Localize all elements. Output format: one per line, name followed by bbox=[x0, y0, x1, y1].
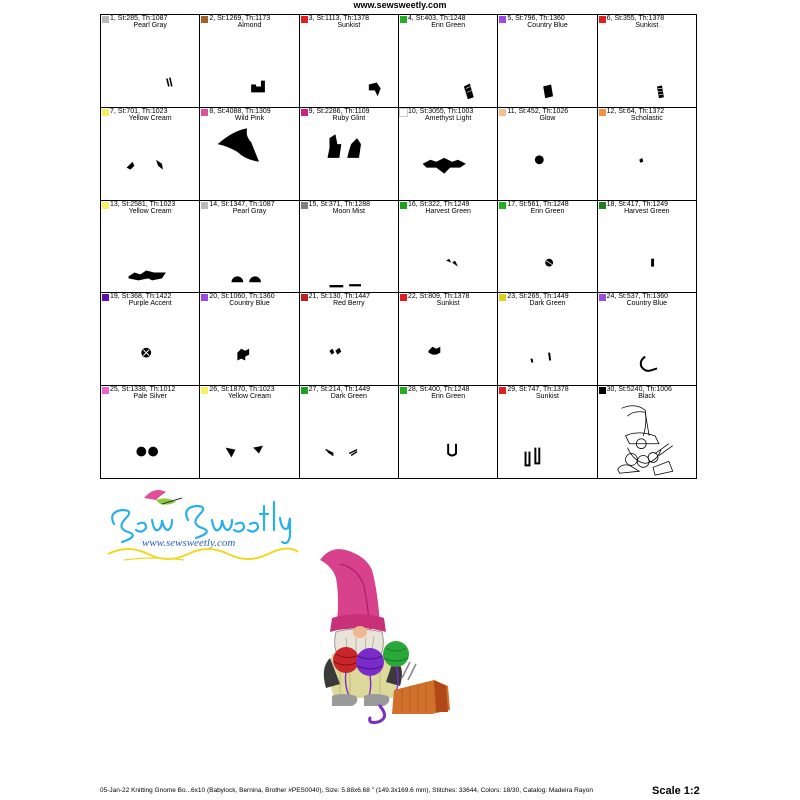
stitch-info: 14, St:1347, Th:1087 bbox=[209, 200, 275, 208]
color-cell bbox=[399, 15, 498, 108]
color-cell bbox=[498, 201, 597, 294]
color-cell bbox=[498, 108, 597, 201]
color-cell bbox=[200, 293, 299, 386]
stitch-shape bbox=[101, 386, 199, 478]
thread-name: Erin Green bbox=[431, 22, 466, 29]
stitch-info: 17, St:561, Th:1248 bbox=[507, 200, 569, 208]
thread-name: Dark Green bbox=[529, 300, 566, 308]
color-cell bbox=[399, 108, 498, 201]
thread-name: Scholastic bbox=[630, 114, 663, 122]
thread-name: Sunkist bbox=[635, 22, 659, 29]
color-cell bbox=[101, 386, 200, 479]
stitch-shape bbox=[399, 108, 497, 200]
stitch-shape bbox=[598, 293, 696, 385]
thread-name: Yellow Cream bbox=[128, 207, 172, 215]
thread-name: Pale Silver bbox=[133, 393, 167, 401]
thread-name: Amethyst Light bbox=[425, 114, 472, 122]
thread-name: Country Blue bbox=[626, 300, 668, 308]
stitch-info: 10, St:3055, Th:1003 bbox=[408, 107, 474, 115]
thread-name: Yellow Cream bbox=[228, 393, 271, 401]
thread-name: Sunkist bbox=[337, 22, 361, 29]
stitch-shape bbox=[498, 108, 596, 200]
logo-graphic bbox=[104, 484, 304, 570]
color-cell bbox=[399, 201, 498, 294]
thread-name: Country Blue bbox=[229, 300, 270, 308]
color-cell bbox=[101, 201, 200, 294]
stitch-info: 19, St:368, Th:1422 bbox=[110, 293, 172, 301]
gnome-outline bbox=[598, 386, 696, 478]
stitch-info: 27, St:214, Th:1449 bbox=[308, 386, 371, 394]
stitch-shape bbox=[101, 293, 199, 385]
thread-name: Red Berry bbox=[333, 300, 365, 308]
stitch-shape bbox=[498, 293, 596, 385]
stitch-info: 5, St:796, Th:1360 bbox=[507, 15, 565, 22]
stitch-info: 24, St:537, Th:1360 bbox=[606, 293, 669, 301]
stitch-info: 2, St:1269, Th:1173 bbox=[209, 15, 271, 22]
color-cell bbox=[399, 293, 498, 386]
color-cell bbox=[598, 201, 697, 294]
stitch-shape bbox=[300, 293, 398, 385]
color-cell bbox=[101, 15, 200, 108]
color-chart-grid bbox=[100, 14, 697, 479]
stitch-shape bbox=[101, 201, 199, 293]
stitch-info: 3, St:1113, Th:1378 bbox=[308, 15, 369, 22]
color-cell bbox=[498, 386, 597, 479]
stitch-info: 23, St:265, Th:1449 bbox=[507, 293, 569, 301]
stitch-info: 7, St:701, Th:1023 bbox=[110, 107, 168, 115]
thread-name: Country Blue bbox=[527, 22, 568, 29]
stitch-info: 15, St:371, Th:1288 bbox=[308, 200, 371, 208]
thread-name: Erin Green bbox=[530, 207, 565, 215]
color-cell bbox=[598, 15, 697, 108]
thread-name: Yellow Cream bbox=[128, 114, 172, 122]
thread-name: Moon Mist bbox=[332, 207, 365, 215]
stitch-shape bbox=[598, 108, 696, 200]
stitch-info: 22, St:809, Th:1378 bbox=[408, 293, 470, 301]
site-url[interactable]: www.sewsweetly.com bbox=[353, 0, 447, 10]
thread-name: Black bbox=[638, 393, 656, 401]
color-cell bbox=[300, 293, 399, 386]
stitch-info: 9, St:2286, Th:1109 bbox=[308, 107, 370, 115]
stitch-info: 18, St:417, Th:1249 bbox=[606, 200, 669, 208]
stitch-info: 28, St:400, Th:1248 bbox=[408, 386, 470, 394]
stitch-shape bbox=[300, 108, 398, 200]
color-cell bbox=[598, 293, 697, 386]
knitting-gnome-illustration bbox=[310, 538, 506, 724]
thread-name: Ruby Glint bbox=[332, 114, 366, 122]
stitch-shape bbox=[598, 15, 696, 107]
color-cell bbox=[200, 15, 299, 108]
color-cell bbox=[300, 15, 399, 108]
color-cell bbox=[300, 108, 399, 201]
stitch-shape bbox=[200, 201, 298, 293]
stitch-shape bbox=[498, 386, 596, 478]
color-cell bbox=[101, 108, 200, 201]
thread-name: Purple Accent bbox=[128, 300, 172, 308]
thread-name: Pearl Gray bbox=[232, 207, 267, 215]
stitch-shape bbox=[498, 201, 596, 293]
stitch-shape bbox=[399, 201, 497, 293]
color-cell bbox=[300, 201, 399, 294]
stitch-shape bbox=[200, 15, 298, 107]
stitch-info: 12, St:64, Th:1372 bbox=[606, 107, 665, 115]
stitch-info: 30, St:5240, Th:1006 bbox=[606, 386, 672, 394]
stitch-shape bbox=[399, 386, 497, 478]
stitch-info: 20, St:1060, Th:1360 bbox=[209, 293, 275, 301]
stitch-shape bbox=[300, 386, 398, 478]
thread-name: Dark Green bbox=[330, 393, 367, 401]
stitch-shape bbox=[200, 293, 298, 385]
hummingbird-icon bbox=[144, 490, 182, 505]
stitch-info: 21, St:130, Th:1447 bbox=[308, 293, 371, 301]
scale-label: Scale 1:2 bbox=[652, 785, 700, 797]
sew-sweetly-logo[interactable] bbox=[104, 484, 304, 570]
color-cell bbox=[101, 293, 200, 386]
color-cell bbox=[498, 15, 597, 108]
stitch-shape bbox=[300, 201, 398, 293]
color-cell bbox=[200, 386, 299, 479]
stitch-info: 8, St:4088, Th:1309 bbox=[209, 107, 271, 115]
stitch-shape bbox=[498, 15, 596, 107]
thread-name: Almond bbox=[237, 22, 262, 29]
thread-name: Harvest Green bbox=[624, 207, 670, 215]
color-cell bbox=[200, 108, 299, 201]
stitch-info: 1, St:285, Th:1087 bbox=[110, 15, 168, 22]
logo-url: www.sewsweetly.com bbox=[142, 537, 236, 549]
stitch-shape bbox=[200, 386, 298, 478]
thread-name: Erin Green bbox=[431, 393, 466, 401]
stitch-info: 6, St:355, Th:1378 bbox=[606, 15, 665, 22]
thread-name: Harvest Green bbox=[425, 207, 471, 215]
thread-name: Pearl Gray bbox=[133, 22, 167, 29]
stitch-shape bbox=[300, 15, 398, 107]
stitch-info: 26, St:1870, Th:1023 bbox=[209, 386, 275, 394]
stitch-shape bbox=[399, 15, 497, 107]
stitch-shape bbox=[200, 108, 298, 200]
stitch-info: 29, St:747, Th:1378 bbox=[507, 386, 569, 394]
stitch-shape bbox=[598, 201, 696, 293]
stitch-info: 4, St:403, Th:1248 bbox=[408, 15, 466, 22]
thread-name: Glow bbox=[539, 114, 556, 122]
color-cell bbox=[200, 201, 299, 294]
stitch-info: 13, St:2581, Th:1023 bbox=[110, 200, 176, 208]
footer-info: 05-Jan-22 Knitting Gnome Bo...6x10 (Babylock, Bernina, Brother #PES0040), Size: 5.88x6.68 " (149.3x169.6 mm), Stitches: 33644, Colors: 18/30, Catalog: Madeira Rayon bbox=[100, 787, 593, 794]
stitch-info: 25, St:1338, Th:1012 bbox=[110, 386, 176, 394]
color-cell bbox=[399, 386, 498, 479]
thread-name: Sunkist bbox=[536, 393, 559, 401]
color-cell bbox=[598, 108, 697, 201]
stitch-shape bbox=[101, 108, 199, 200]
color-cell bbox=[300, 386, 399, 479]
stitch-shape bbox=[101, 15, 199, 107]
color-cell bbox=[598, 386, 697, 479]
stitch-info: 11, St:452, Th:1026 bbox=[507, 107, 569, 115]
stitch-shape bbox=[399, 293, 497, 385]
thread-name: Wild Pink bbox=[234, 114, 265, 122]
color-cell bbox=[498, 293, 597, 386]
thread-name: Sunkist bbox=[436, 300, 460, 308]
stitch-info: 16, St:322, Th:1249 bbox=[408, 200, 470, 208]
